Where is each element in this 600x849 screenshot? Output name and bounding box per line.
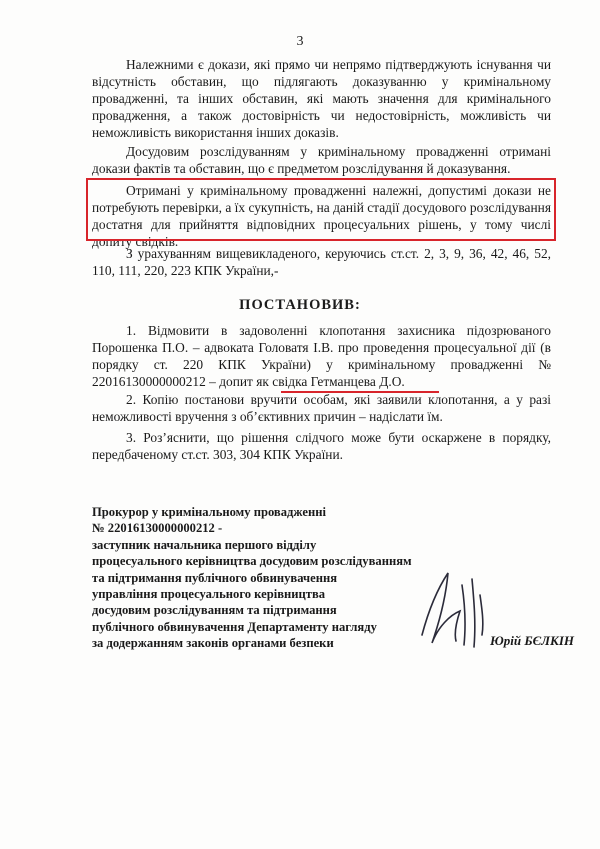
signatory-line: та підтримання публічного обвинувачення [92, 570, 338, 585]
signatory-block [92, 504, 452, 652]
resolution-item-1 [92, 322, 551, 390]
paragraph-relevant-evidence [92, 56, 551, 141]
signatory-line: досудовим розслідуванням та підтримання [92, 603, 337, 618]
item-1-number: 1. [126, 323, 137, 338]
resolution-item-2 [92, 391, 551, 425]
signatory-name: Юрій БЄЛКІН [490, 633, 575, 648]
paragraph-2-text: Досудовим розслідуванням у кримінальному провадженні отримані докази фактів та обставин, що є предметом розслідування й доказування. [92, 144, 551, 176]
signatory-line: публічного обвинувачення Департаменту нагляду [92, 619, 377, 634]
signatory-line: Прокурор у кримінальному провадженні [92, 505, 326, 519]
item-3-text: Роз’яснити, що рішення слідчого може бути оскаржене в порядку, передбаченому ст.ст. 303, 304 КПК України. [92, 430, 551, 462]
paragraph-legal-basis [92, 245, 551, 279]
paragraph-obtained-evidence [92, 143, 551, 177]
resolution-heading: ПОСТАНОВИВ: [239, 297, 361, 313]
paragraph-4-text: З урахуванням вищевикладеного, керуючись ст.ст. 2, 3, 9, 36, 42, 46, 52, 110, 111, 220, 223 КПК України,- [92, 246, 551, 278]
page-number: 3 [296, 34, 304, 49]
paragraph-1-text: Належними є докази, які прямо чи непрямо підтверджують існування чи відсутність обставин, що підлягають доказуванню у кримінальному провадженні, та інших обставин, які мають значення для кримінального провадження, а також достовірність чи недостовірність, можливість чи неможливість використання інших доказів. [92, 57, 551, 140]
resolution-item-3 [92, 429, 551, 463]
signatory-line: № 22016130000000212 - [92, 521, 223, 536]
signatory-line: процесуального керівництва досудовим розслідуванням [92, 554, 412, 569]
red-highlight-box [86, 178, 556, 241]
item-2-number: 2. [126, 392, 137, 407]
item-3-number: 3. [126, 430, 137, 445]
signatory-line: заступник начальника першого відділу [92, 537, 317, 552]
signatory-line: за додержанням законів органами безпеки [92, 636, 334, 651]
paragraph-3-text: Отримані у кримінальному провадженні належні, допустимі докази не потребують перевірки, а їх сукупність, на даній стадії досудового розслідування достатня для прийняття відповідних процесуальних рішень, у тому числі допиту свідків. [92, 183, 551, 249]
item-2-text: Копію постанови вручити особам, які заявили клопотання, а у разі неможливості вручення з об’єктивних причин – надіслати їм. [92, 392, 551, 424]
item-1-text: Відмовити в задоволенні клопотання захисника підозрюваного Порошенка П.О. – адвоката Головатя І.В. про проведення процесуальної дії (в порядку ст. 220 КПК України) у кримінальному провадженні № 22016130000000212 – допит як свідка Гетманцева Д.О. [92, 323, 551, 389]
signatory-line: управління процесуального керівництва [92, 587, 326, 602]
